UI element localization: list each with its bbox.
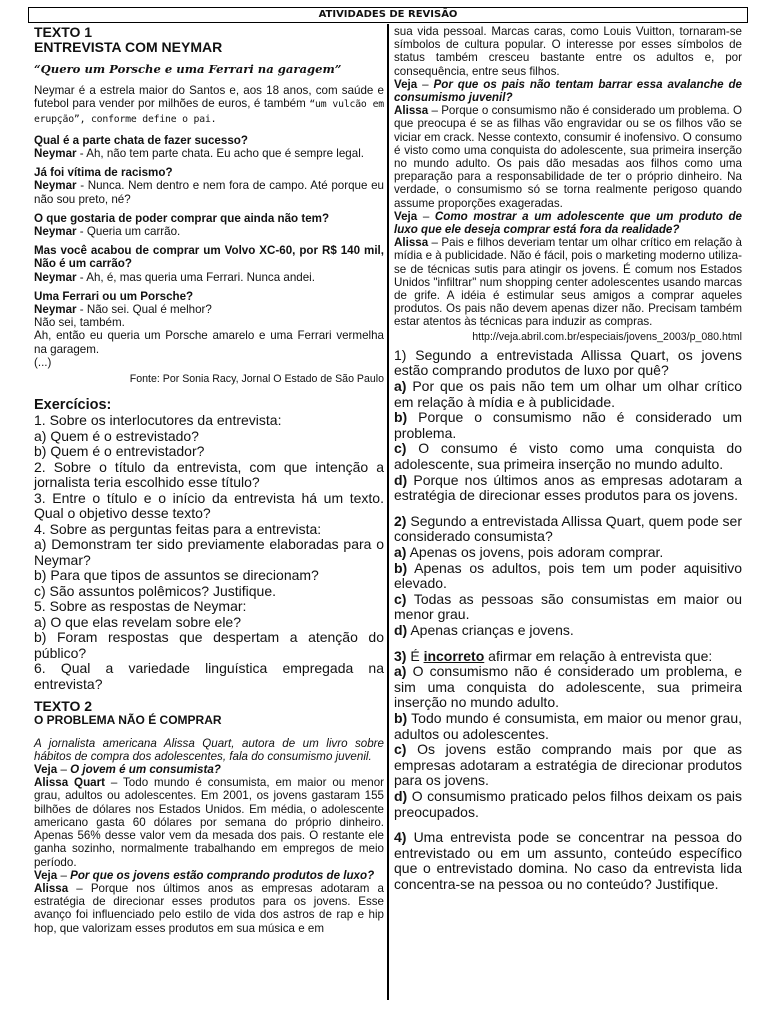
- option-c: [394, 742, 742, 789]
- answer: [34, 179, 384, 205]
- answer-text: - Não sei. Qual é melhor?: [76, 303, 212, 317]
- question-text: Por que os jovens estão comprando produtos de luxo?: [70, 868, 375, 882]
- qa-4: [34, 244, 384, 284]
- speaker: Neymar: [34, 270, 77, 284]
- speaker: Veja: [394, 209, 418, 223]
- option-text: Apenas crianças e jovens.: [407, 621, 574, 638]
- option-letter: d): [394, 471, 408, 488]
- option-letter: c): [394, 440, 407, 457]
- question-number: 4): [394, 829, 407, 846]
- texto1-source: Fonte: Por Sonia Racy, Jornal O Estado de São Paulo: [129, 373, 384, 386]
- texto1-lead: [34, 84, 384, 126]
- texto2-intro: A jornalista americana Alissa Quart, autora de um livro sobre hábitos de compra dos adolescentes, fala do consumismo juvenil.: [34, 736, 384, 763]
- question: Mas você acabou de comprar um Volvo XC-60, por R$ 140 mil, Não é um carrão?: [34, 244, 384, 271]
- option-letter: d): [394, 621, 408, 638]
- right-column: [394, 25, 742, 892]
- separator: –: [57, 868, 71, 882]
- exercise-item: b) Foram respostas que despertam a atenção do público?: [34, 629, 384, 661]
- answer-text: - Ah, é, mas queria uma Ferrari. Nunca andei.: [76, 270, 315, 284]
- speaker: Veja: [394, 77, 418, 91]
- option-letter: b): [394, 409, 408, 426]
- stem-post: afirmar em relação à entrevista que:: [484, 647, 713, 664]
- option-text: Todo mundo é consumista, em maior ou menor grau, adultos ou adolescentes.: [394, 709, 742, 742]
- question: Uma Ferrari ou um Porsche?: [34, 289, 194, 303]
- answer: [34, 225, 384, 238]
- answer-text: - Nunca. Nem dentro e nem fora de campo. Até porque eu não sou preto, né?: [34, 179, 384, 206]
- interview-question: [34, 763, 384, 776]
- exercicios-title: Exercícios:: [34, 397, 112, 414]
- option-b: [394, 711, 742, 742]
- extra-line: (...): [34, 355, 52, 369]
- interview-question: [394, 78, 742, 104]
- question: Qual é a parte chata de fazer sucesso?: [34, 133, 248, 147]
- option-text: O consumismo não é considerado um problema, e sim uma conquista do adolescente, sua primeira inserção no mundo adulto.: [394, 663, 742, 711]
- interview-answer: [394, 104, 742, 210]
- exercise-item: 6. Qual a variedade linguística empregada na entrevista?: [34, 660, 384, 692]
- exercise-item: 3. Entre o título e o início da entrevista há um texto. Qual o objetivo desse texto?: [34, 489, 384, 522]
- option-text: Porque o consumismo não é considerado um problema.: [394, 409, 742, 441]
- speaker: Neymar: [34, 147, 77, 161]
- question: Já foi vítima de racismo?: [34, 166, 173, 180]
- question-stem: 1) Segundo a entrevistada Allissa Quart, os jovens estão comprando produtos de luxo por quê?: [394, 346, 742, 379]
- qa-3: [34, 212, 384, 238]
- exercise-item: a) Demonstram ter sido previamente elaboradas para o Neymar?: [34, 536, 384, 568]
- answer: [34, 303, 384, 316]
- option-a: [394, 545, 742, 561]
- option-letter: b): [394, 559, 408, 576]
- option-text: Porque nos últimos anos as empresas adotaram a estratégia de direcionar esses produtos para os jovens.: [394, 471, 742, 504]
- answer: [34, 147, 384, 160]
- left-column: [34, 25, 384, 935]
- option-a: [394, 664, 742, 711]
- option-text: Todas as pessoas são consumistas em maior ou menor grau.: [394, 590, 742, 623]
- question: O que gostaria de poder comprar que ainda não tem?: [34, 211, 330, 225]
- option-text: Apenas os jovens, pois adoram comprar.: [406, 544, 664, 560]
- qa-2: [34, 166, 384, 206]
- option-d: [394, 789, 742, 820]
- question-stem: [394, 830, 742, 892]
- exercise-item: c) São assuntos polêmicos? Justifique.: [34, 582, 277, 599]
- question-text: Por que os pais não tentam barrar essa avalanche de consumismo juvenil?: [394, 77, 743, 105]
- option-text: O consumo é visto como uma conquista do adolescente, sua primeira inserção no mundo adulto.: [394, 440, 742, 473]
- interview-question: [34, 869, 384, 882]
- qa-1: [34, 134, 384, 160]
- question-number: 3): [394, 647, 407, 664]
- speaker: Alissa: [394, 236, 429, 250]
- separator: –: [417, 209, 435, 223]
- qa-5: [34, 290, 384, 369]
- exercise-item: b) Para que tipos de assuntos se direcionam?: [34, 567, 319, 584]
- question-3: [394, 649, 742, 821]
- option-a: [394, 379, 742, 410]
- option-letter: b): [394, 709, 408, 726]
- answer-text: - Queria um carrão.: [76, 225, 181, 239]
- option-letter: c): [394, 590, 407, 607]
- lead-quote: “um vulcão em erupção”, conforme define o pai.: [34, 99, 385, 125]
- exercise-item: a) Quem é o estrevistado?: [34, 427, 199, 444]
- option-text: Por que os pais não tem um olhar um olhar crítico em relação à mídia e à publicidade.: [394, 378, 742, 410]
- page-header: ATIVIDADES DE REVISÃO: [28, 7, 748, 23]
- answer-text: - Ah, não tem parte chata. Eu acho que é sempre legal.: [76, 147, 364, 161]
- separator: –: [104, 776, 124, 790]
- speaker: Veja: [34, 868, 58, 882]
- speaker: Alissa: [394, 104, 429, 118]
- interview-answer: [394, 236, 742, 328]
- option-letter: d): [394, 787, 408, 804]
- answer: [34, 271, 384, 284]
- option-letter: c): [394, 741, 407, 758]
- option-b: [394, 410, 742, 441]
- question-number: 2): [394, 512, 407, 529]
- stem-text: Uma entrevista pode se concentrar na pessoa do entrevistado ou em um assunto, conteúdo específico que o entrevistado domina. No caso da entrevista lida concentra-se na pessoa ou no conteúdo? Justifique.: [394, 829, 742, 892]
- speaker: Alissa Quart: [34, 776, 105, 790]
- question-text: Como mostrar a um adolescente que um produto de luxo que ele deseja comprar está fora da realidade?: [394, 209, 743, 237]
- interview-question: [394, 210, 742, 236]
- question-4: [394, 830, 742, 892]
- speaker: Neymar: [34, 225, 77, 239]
- texto2-url: http://veja.abril.com.br/especiais/jovens_2003/p_080.html: [472, 330, 742, 343]
- exercise-item: 5. Sobre as respostas de Neymar:: [34, 598, 247, 615]
- interview-answer: [34, 776, 384, 868]
- option-text: Apenas os adultos, pois tem um poder aquisitivo elevado.: [394, 559, 742, 592]
- texto2-continuation: sua vida pessoal. Marcas caras, como Louis Vuitton, tornaram-se símbolos de cultura popular. O interesse por esses símbolos de status também cresceu bastante entre os adultos e, por consequência, entre seus filhos.: [394, 25, 742, 78]
- speaker: Veja: [34, 763, 58, 777]
- extra-line: Ah, então eu queria um Porsche amarelo e uma Ferrari vermelha na garagem.: [34, 329, 384, 356]
- option-c: [394, 592, 742, 623]
- column-divider: [387, 24, 389, 1000]
- question-stem: [394, 514, 742, 545]
- answer-text: Porque o consumismo não é considerado um problema. O que preocupa é se as filhas vão engravidar ou se os filhos vão se viciar em crack. Nesse contexto, consumir é inofensivo. O consumo é visto como uma conquista do adolescente, sua primeira inserção no mundo adulto. Os pais dão mesadas aos filhos como uma preparação para a responsabilidade de ter o próprio dinheiro. Na verdade, o consumismo só se torna realmente perigoso quando assume proporções exageradas.: [394, 104, 742, 210]
- separator: –: [417, 77, 434, 91]
- question-1: [394, 348, 742, 504]
- option-text: Os jovens estão comprando mais por que as empresas adotaram a estratégia de direcionar produtos para os jovens.: [394, 741, 742, 789]
- exercise-item: a) O que elas revelam sobre ele?: [34, 613, 241, 630]
- texto1-label: TEXTO 1: [34, 24, 93, 40]
- speaker: Neymar: [34, 303, 77, 317]
- option-c: [394, 441, 742, 472]
- separator: –: [428, 236, 442, 250]
- option-d: [394, 473, 742, 504]
- question-text: O jovem é um consumista?: [70, 763, 221, 777]
- lead-text: Neymar é a estrela maior do Santos e, aos 18 anos, com saúde e futebol para vender por milhões de euros, é também: [34, 84, 384, 111]
- separator: –: [57, 763, 71, 777]
- exercise-item: 4. Sobre as perguntas feitas para a entrevista:: [34, 520, 322, 537]
- exercise-item: 1. Sobre os interlocutores da entrevista:: [34, 412, 282, 429]
- question-2: [394, 514, 742, 639]
- option-letter: a): [394, 663, 407, 680]
- option-text: O consumismo praticado pelos filhos deixam os pais preocupados.: [394, 787, 742, 820]
- speaker: Alissa: [34, 881, 69, 895]
- option-letter: a): [394, 544, 407, 560]
- exercicios-list: [34, 413, 384, 692]
- texto2-title: O PROBLEMA NÃO É COMPRAR: [34, 713, 222, 728]
- option-b: [394, 561, 742, 592]
- separator: –: [428, 104, 442, 118]
- texto1-subtitle: “Quero um Porsche e uma Ferrari na garagem”: [34, 62, 342, 76]
- option-letter: a): [394, 378, 407, 395]
- exercise-item: 2. Sobre o título da entrevista, com que intenção a jornalista teria escolhido esse título?: [34, 458, 384, 491]
- separator: –: [68, 881, 91, 895]
- texto1-title: ENTREVISTA COM NEYMAR: [34, 39, 223, 55]
- speaker: Neymar: [34, 179, 77, 193]
- texto2-label: TEXTO 2: [34, 698, 93, 715]
- answer-text: Todo mundo é consumista, em maior ou menor grau, adultos ou adolescentes. Em 2001, os jovens gastaram 155 bilhões de dólares nos Estados Unidos. Em média, o adolescente americano gasta 60 dólares por semana do próprio dinheiro. Apenas 56% desse valor vem da mesada dos pais. O restante ele ganha sozinho, normalmente trabalhando em empregos de meio período.: [34, 776, 385, 869]
- answer-text: Pais e filhos deveriam tentar um olhar crítico em relação à mídia e à publicidade. Não é fácil, pois o marketing moderno utiliza-se de técnicas sutis para atingir os jovens. É comum nos Estados Unidos "infiltrar" num shopping center adolescentes usando marcas de grife. A idéia é estimular seus amigos a comprar aqueles produtos. Os pais não devem apenas dizer não. Precisam também estar atentos às técnicas para induzir as compras.: [394, 236, 742, 329]
- stem-emphasis: incorreto: [423, 647, 485, 664]
- question-stem: [394, 649, 742, 665]
- answer-text: Porque nos últimos anos as empresas adotaram a estratégia de direcionar esses produtos para os jovens. Esse avanço foi influenciado pelo estilo de vida dos astros de rap e hip hop, que valorizam esses produtos em sua música e em: [34, 881, 384, 935]
- exercise-item: b) Quem é o entrevistador?: [34, 443, 205, 460]
- interview-answer: [34, 882, 384, 935]
- extra-line: Não sei, também.: [34, 316, 125, 330]
- stem-pre: É: [406, 647, 424, 664]
- option-d: [394, 623, 742, 639]
- stem-text: Segundo a entrevistada Allissa Quart, quem pode ser considerado consumista?: [394, 512, 742, 545]
